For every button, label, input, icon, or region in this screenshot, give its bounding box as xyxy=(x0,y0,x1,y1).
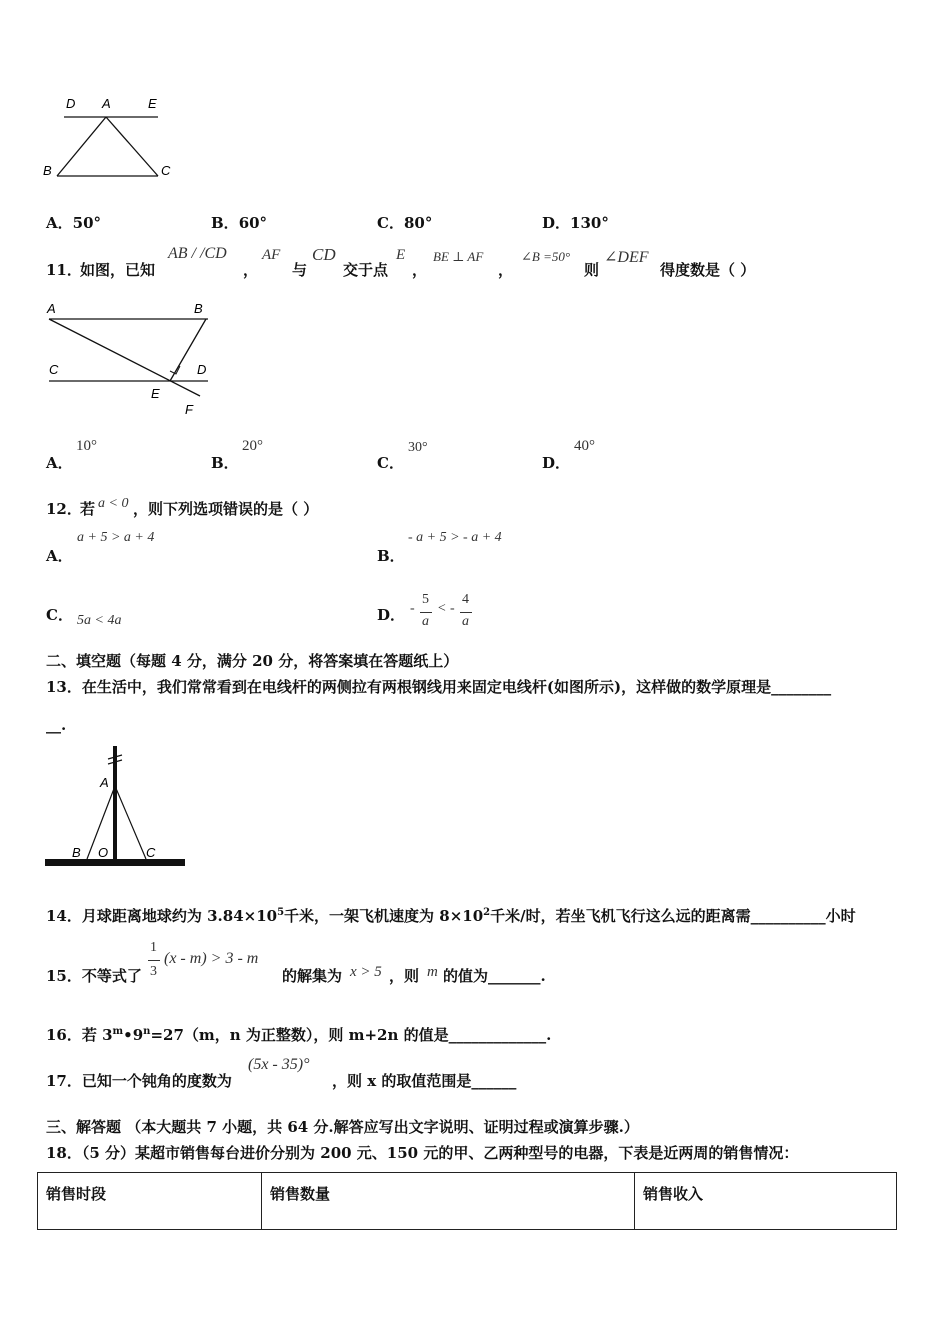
frac-num-1: 5 xyxy=(422,592,429,607)
q11-text-4: 则 xyxy=(584,261,600,279)
wire-ac xyxy=(115,786,146,859)
option-letter: A． xyxy=(46,547,73,565)
q13-text-cont: __. xyxy=(46,716,67,734)
q15-frac-num: 1 xyxy=(150,940,157,955)
q15-text-3: ，则 xyxy=(389,967,420,985)
q14-exponent-2: 2 xyxy=(483,907,491,918)
q11-math-angle-def: ∠DEF xyxy=(604,249,649,266)
option-value: 40° xyxy=(574,438,595,454)
option-letter: B． xyxy=(377,547,405,565)
q11-text-2: 与 xyxy=(292,261,308,279)
q14-text-1: 14．月球距离地球约为 3.84×10 xyxy=(46,907,278,925)
option-value: a + 5 > a + 4 xyxy=(77,530,155,545)
q18-sales-table xyxy=(37,1172,897,1230)
q15-frac-den: 3 xyxy=(150,964,157,979)
q15-frac-bar xyxy=(148,960,160,961)
q16-text-2: •9 xyxy=(123,1026,144,1044)
label-a: A xyxy=(100,775,109,790)
q11-math-angle-b: ∠B =50° xyxy=(521,249,571,264)
label-e: E xyxy=(151,386,160,401)
option-value: 10° xyxy=(76,438,97,454)
table-header-cell: 销售时段 xyxy=(38,1173,262,1230)
q16-exponent-m: m xyxy=(112,1026,124,1037)
q14-text-3: 千米/时，若坐飞机飞行这么远的距离需__________小时 xyxy=(490,907,856,925)
frac-lt: < xyxy=(437,601,447,616)
q12-text-2: ，则下列选项错误的是（ ） xyxy=(133,500,319,518)
option-letter: C． xyxy=(377,454,404,472)
q11-math-ab-cd: AB / /CD xyxy=(168,245,227,262)
frac-minus-1: - xyxy=(410,601,415,616)
q11-math-e: E xyxy=(396,247,406,263)
table-header-row xyxy=(38,1173,897,1230)
q11-text-1: 如图，已知 xyxy=(80,261,156,279)
q13-pole-figure xyxy=(42,740,192,872)
q11-sep-3: ， xyxy=(498,261,514,279)
q10-option-c[interactable]: C．80° xyxy=(377,214,433,232)
q14-text-2: 千米，一架飞机速度为 8×10 xyxy=(284,907,484,925)
q15-math-inequality: (x - m) > 3 - m xyxy=(164,950,259,967)
option-letter: C． xyxy=(46,606,73,624)
q16-text-1: 16．若 3 xyxy=(46,1026,113,1044)
q10-option-b[interactable]: B．60° xyxy=(211,214,268,232)
label-c: C xyxy=(49,362,59,377)
q12-text-1: 若 xyxy=(80,500,96,518)
label-b: B xyxy=(43,163,52,178)
label-c: C xyxy=(161,163,171,178)
frac-num-2: 4 xyxy=(462,592,469,607)
frac-den-1: a xyxy=(422,614,429,629)
option-value: 20° xyxy=(242,438,263,454)
option-value: 30° xyxy=(408,440,428,455)
q11-sep-2: ， xyxy=(412,261,428,279)
label-b: B xyxy=(72,845,81,860)
option-value: - a + 5 > - a + 4 xyxy=(408,530,502,545)
label-a: A xyxy=(102,96,111,111)
option-letter: A． xyxy=(46,454,73,472)
q10-option-d[interactable]: D．130° xyxy=(542,214,609,232)
label-a: A xyxy=(47,301,56,316)
q11-math-be-perp-af: BE ⊥ AF xyxy=(433,249,484,264)
label-e: E xyxy=(148,96,157,111)
q12-math-a-lt-0: a < 0 xyxy=(98,496,129,511)
q14-exponent-1: 5 xyxy=(277,907,285,918)
side-ac xyxy=(106,117,158,176)
side-ab xyxy=(57,117,106,176)
frac-bar-2 xyxy=(460,612,472,613)
q17-math-angle: (5x - 35)° xyxy=(248,1056,310,1073)
q17-text-2: ，则 x 的取值范围是______ xyxy=(332,1072,517,1090)
q15-text-1: 15．不等式了 xyxy=(46,967,142,985)
q15-math-solution: x > 5 xyxy=(350,964,382,980)
q15-text-4: 的值为_______. xyxy=(443,967,546,985)
q13-text: 13．在生活中，我们常常看到在电线杆的两侧拉有两根钢线用来固定电线杆(如图所示)，这样做的数学原理是________ xyxy=(46,678,832,696)
label-d: D xyxy=(66,96,76,111)
q11-math-cd: CD xyxy=(312,245,336,264)
q11-text-5: 得度数是（ ） xyxy=(660,261,756,279)
option-letter: B． xyxy=(211,454,239,472)
table-header-cell: 销售数量 xyxy=(262,1173,635,1230)
frac-den-2: a xyxy=(462,614,469,629)
q16-text xyxy=(46,1024,551,1045)
label-o: O xyxy=(98,845,109,860)
frac-minus-2: - xyxy=(450,601,455,616)
option-letter: D． xyxy=(377,606,406,624)
q11-parallel-lines-figure xyxy=(40,298,220,423)
section-2-title: 二、填空题（每题 4 分，满分 20 分，将答案填在答题纸上） xyxy=(46,652,459,670)
q15-text-2: 的解集为 xyxy=(282,967,343,985)
q18-text: 18．（5 分）某超市销售每台进价分别为 200 元、150 元的甲、乙两种型号的电器，下表是近两周的销售情况： xyxy=(46,1144,799,1162)
section-3-title: 三、解答题 （本大题共 7 小题，共 64 分.解答应写出文字说明、证明过程或演算步骤.） xyxy=(46,1118,639,1136)
ground xyxy=(45,859,185,866)
label-d: D xyxy=(197,362,207,377)
option-letter: D． xyxy=(542,454,571,472)
q14-text xyxy=(46,905,856,926)
q16-exponent-n: n xyxy=(143,1026,151,1037)
q10-triangle-figure xyxy=(40,92,180,187)
option-value: 5a < 4a xyxy=(77,613,122,628)
q16-text-3: =27（m，n 为正整数），则 m+2n 的值是_____________. xyxy=(150,1026,552,1044)
q11-text-3: 交于点 xyxy=(343,261,389,279)
label-b: B xyxy=(194,301,203,316)
line-af xyxy=(49,319,200,396)
table-header-cell: 销售收入 xyxy=(635,1173,897,1230)
q11-sep-1: ， xyxy=(243,261,259,279)
q15-math-m: m xyxy=(427,964,438,980)
label-c: C xyxy=(146,845,156,860)
label-f: F xyxy=(185,402,193,417)
q11-math-af: AF xyxy=(262,247,281,263)
frac-bar-1 xyxy=(420,612,432,613)
q10-option-a[interactable]: A．50° xyxy=(46,214,102,232)
q12-number: 12． xyxy=(46,500,82,518)
q11-number: 11． xyxy=(46,261,82,279)
q17-text-1: 17．已知一个钝角的度数为 xyxy=(46,1072,232,1090)
